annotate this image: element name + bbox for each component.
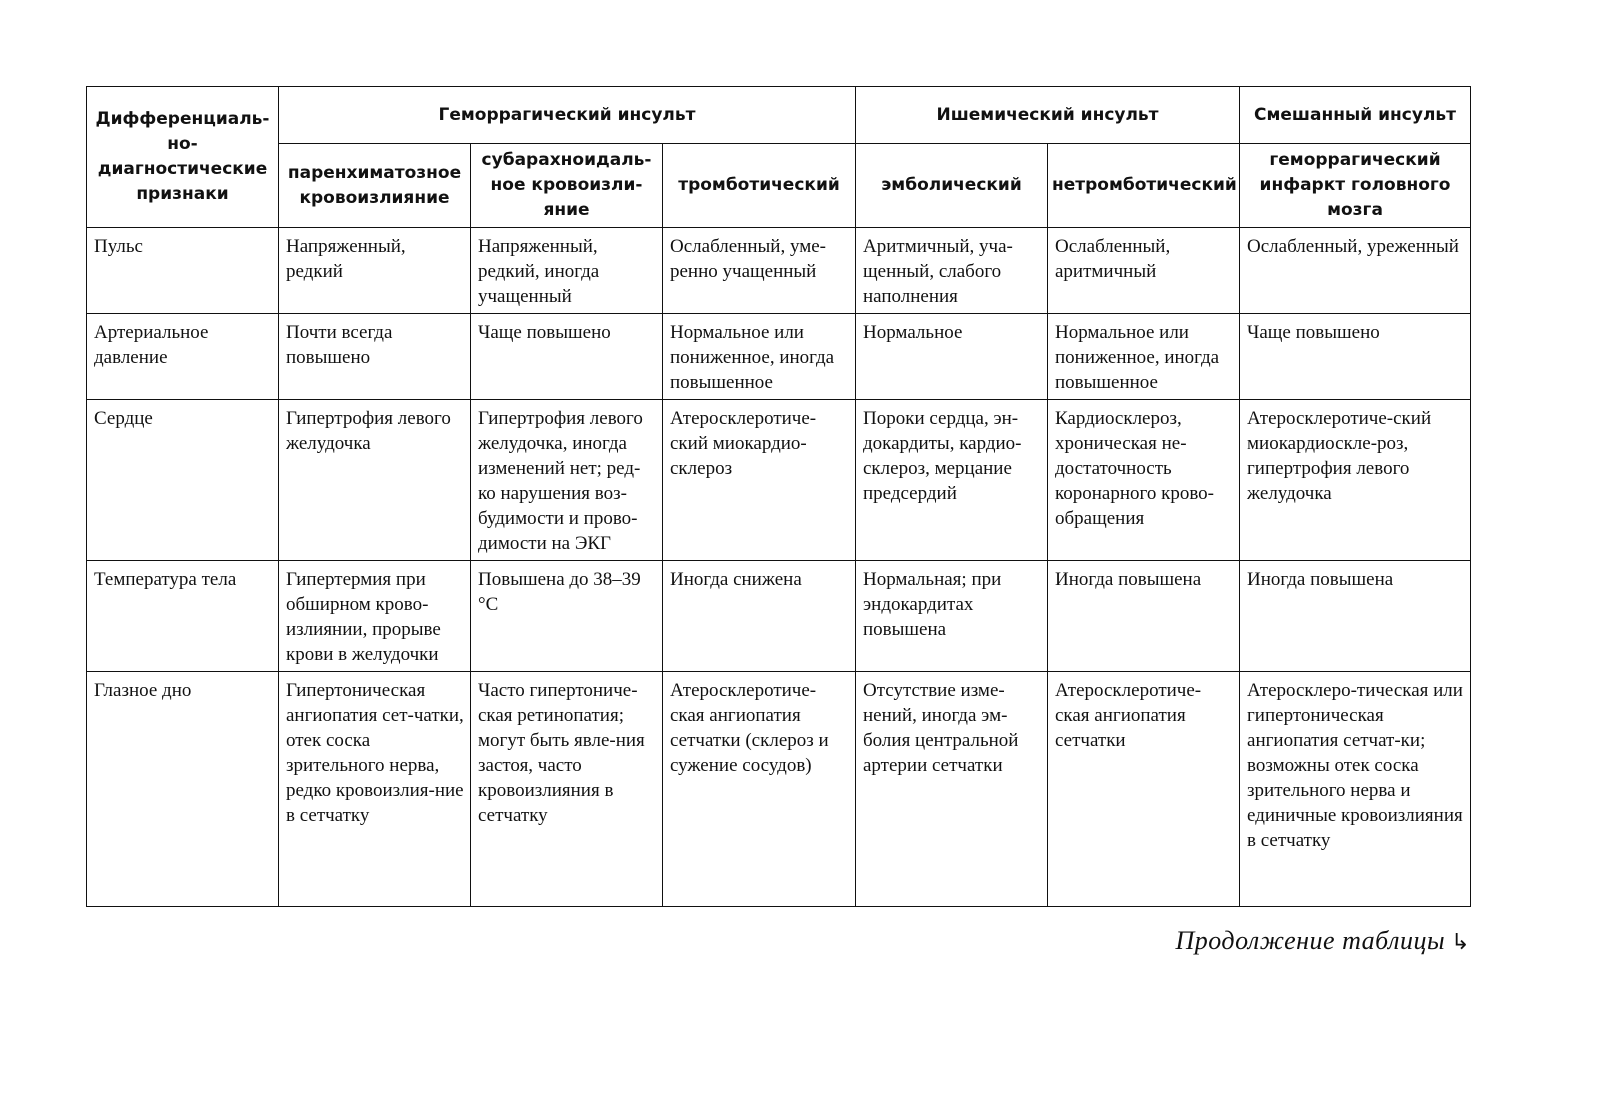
table-cell: Ослабленный, аритмичный: [1048, 228, 1240, 314]
row-feature-cell: Сердце: [87, 400, 279, 561]
table-cell: Нормальное или пониженное, иногда повышенное: [663, 314, 856, 400]
row-feature-cell: Температура тела: [87, 561, 279, 672]
row-feature-cell: Глазное дно: [87, 672, 279, 907]
table-cell: Иногда повышена: [1240, 561, 1471, 672]
group-header-ischemic: Ишемический инсульт: [856, 87, 1240, 144]
table-row: [87, 672, 1471, 907]
table-cell: Ослабленный, уреженный: [1240, 228, 1471, 314]
table-row: [87, 400, 1471, 561]
turn-arrow-icon: ↳: [1451, 930, 1470, 955]
continuation-label: Продолжение таблицы: [1175, 926, 1446, 955]
table-continuation-note: [1175, 926, 1470, 956]
table-cell: Аритмичный, уча-щенный, слабого наполнения: [856, 228, 1048, 314]
table-cell: Атеросклеротиче-ский миокардиоскле-роз, гипертрофия левого желудочка: [1240, 400, 1471, 561]
feature-column-header: Дифференциаль-но-диагностические признаки: [87, 87, 279, 228]
table-cell: Атеросклеротиче-ская ангиопатия сетчатки (склероз и сужение сосудов): [663, 672, 856, 907]
subcolumn-header-subarachnoid: субарахноидаль-ное кровоизли-яние: [471, 144, 663, 228]
table-cell: Атеросклеротиче-ский миокардио-склероз: [663, 400, 856, 561]
header-row-groups: [87, 87, 1471, 144]
table-cell: Чаще повышено: [1240, 314, 1471, 400]
diagnostic-table: [86, 86, 1471, 907]
table-cell: Иногда снижена: [663, 561, 856, 672]
header-row-subcolumns: [87, 144, 1471, 228]
table-cell: Чаще повышено: [471, 314, 663, 400]
subcolumn-header-nonthrombotic: нетромботический: [1048, 144, 1240, 228]
group-header-hemorrhagic: Геморрагический инсульт: [279, 87, 856, 144]
table-cell: Отсутствие изме-нений, иногда эм-болия центральной артерии сетчатки: [856, 672, 1048, 907]
subcolumn-header-hemorrhagic-infarct: геморрагический инфаркт головного мозга: [1240, 144, 1471, 228]
subcolumn-header-embolic: эмболический: [856, 144, 1048, 228]
table-cell: Иногда повышена: [1048, 561, 1240, 672]
table-cell: Напряженный, редкий, иногда учащенный: [471, 228, 663, 314]
table-cell: Гипертрофия левого желудочка, иногда изменений нет; ред-ко нарушения воз-будимости и прово-димости на ЭКГ: [471, 400, 663, 561]
table-cell: Нормальное или пониженное, иногда повышенное: [1048, 314, 1240, 400]
table-row: [87, 228, 1471, 314]
subcolumn-header-thrombotic: тромботический: [663, 144, 856, 228]
table-cell: Часто гипертониче-ская ретинопатия; могут быть явле-ния застоя, часто кровоизлияния в сетчатку: [471, 672, 663, 907]
row-feature-cell: Пульс: [87, 228, 279, 314]
table-cell: Повышена до 38–39 °С: [471, 561, 663, 672]
table-cell: Атеросклеротиче-ская ангиопатия сетчатки: [1048, 672, 1240, 907]
row-feature-cell: Артериальное давление: [87, 314, 279, 400]
table-cell: Гипертрофия левого желудочка: [279, 400, 471, 561]
group-header-mixed: Смешанный инсульт: [1240, 87, 1471, 144]
table-row: [87, 561, 1471, 672]
table-cell: Почти всегда повышено: [279, 314, 471, 400]
subcolumn-header-parenchymal: паренхиматозное кровоизлияние: [279, 144, 471, 228]
table-cell: Кардиосклероз, хроническая не-достаточность коронарного крово-обращения: [1048, 400, 1240, 561]
table-cell: Нормальное: [856, 314, 1048, 400]
table-cell: Пороки сердца, эн-докардиты, кардио-склероз, мерцание предсердий: [856, 400, 1048, 561]
table-cell: Напряженный, редкий: [279, 228, 471, 314]
table-cell: Гипертоническая ангиопатия сет-чатки, отек соска зрительного нерва, редко кровоизлия-ние в сетчатку: [279, 672, 471, 907]
table-cell: Атеросклеро-тическая или гипертоническая ангиопатия сетчат-ки; возможны отек соска зрительного нерва и единичные кровоизлияния в сетчатку: [1240, 672, 1471, 907]
table-cell: Нормальная; при эндокардитах повышена: [856, 561, 1048, 672]
table-cell: Ослабленный, уме-ренно учащенный: [663, 228, 856, 314]
table-row: [87, 314, 1471, 400]
table-cell: Гипертермия при обширном крово-излиянии, прорыве крови в желудочки: [279, 561, 471, 672]
